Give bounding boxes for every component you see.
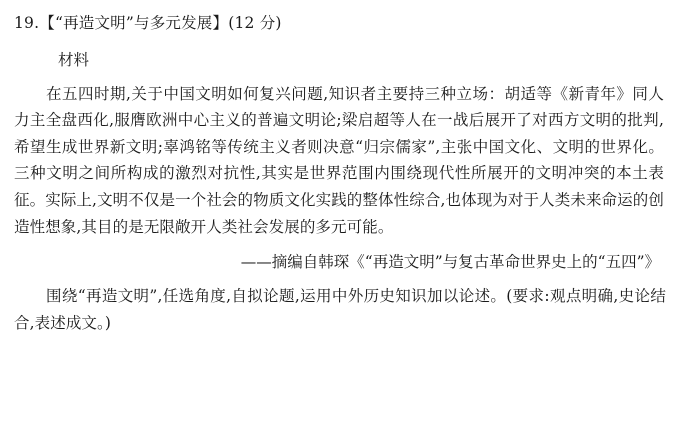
material-body-text: 在五四时期,关于中国文明如何复兴问题,知识者主要持三种立场：胡适等《新青年》同人力主全盘西化,服膺欧洲中心主义的普遍文明论;梁启超等人在一战后展开了对西方文明的批判,希望生成世界新文明;辜鸿铭等传统主义者则决意“归宗儒家”,主张中国文化、文明的世界化。三种文明之间所构成的激烈对抗性,其实是世界范围内围绕现代性所展开的文明冲突的本土表征。实际上,文明不仅是一个社会的物质文化实践的整体性综合,也体现为对于人类未来命运的创造性想象,其目的是无限敞开人类社会发展的多元可能。 bbox=[14, 84, 664, 236]
question-title: 19.【“再造文明”与多元发展】(12 分) bbox=[14, 14, 282, 32]
material-source-attribution: ——摘编自韩琛《“再造文明”与复古革命世界史上的“五四”》 bbox=[240, 253, 660, 272]
material-label: 材料 bbox=[58, 51, 90, 70]
question-task-instruction: 围绕“再造文明”,任选角度,自拟论题,运用中外历史知识加以论述。(要求:观点明确,史论结合,表述成文。) bbox=[14, 287, 666, 332]
